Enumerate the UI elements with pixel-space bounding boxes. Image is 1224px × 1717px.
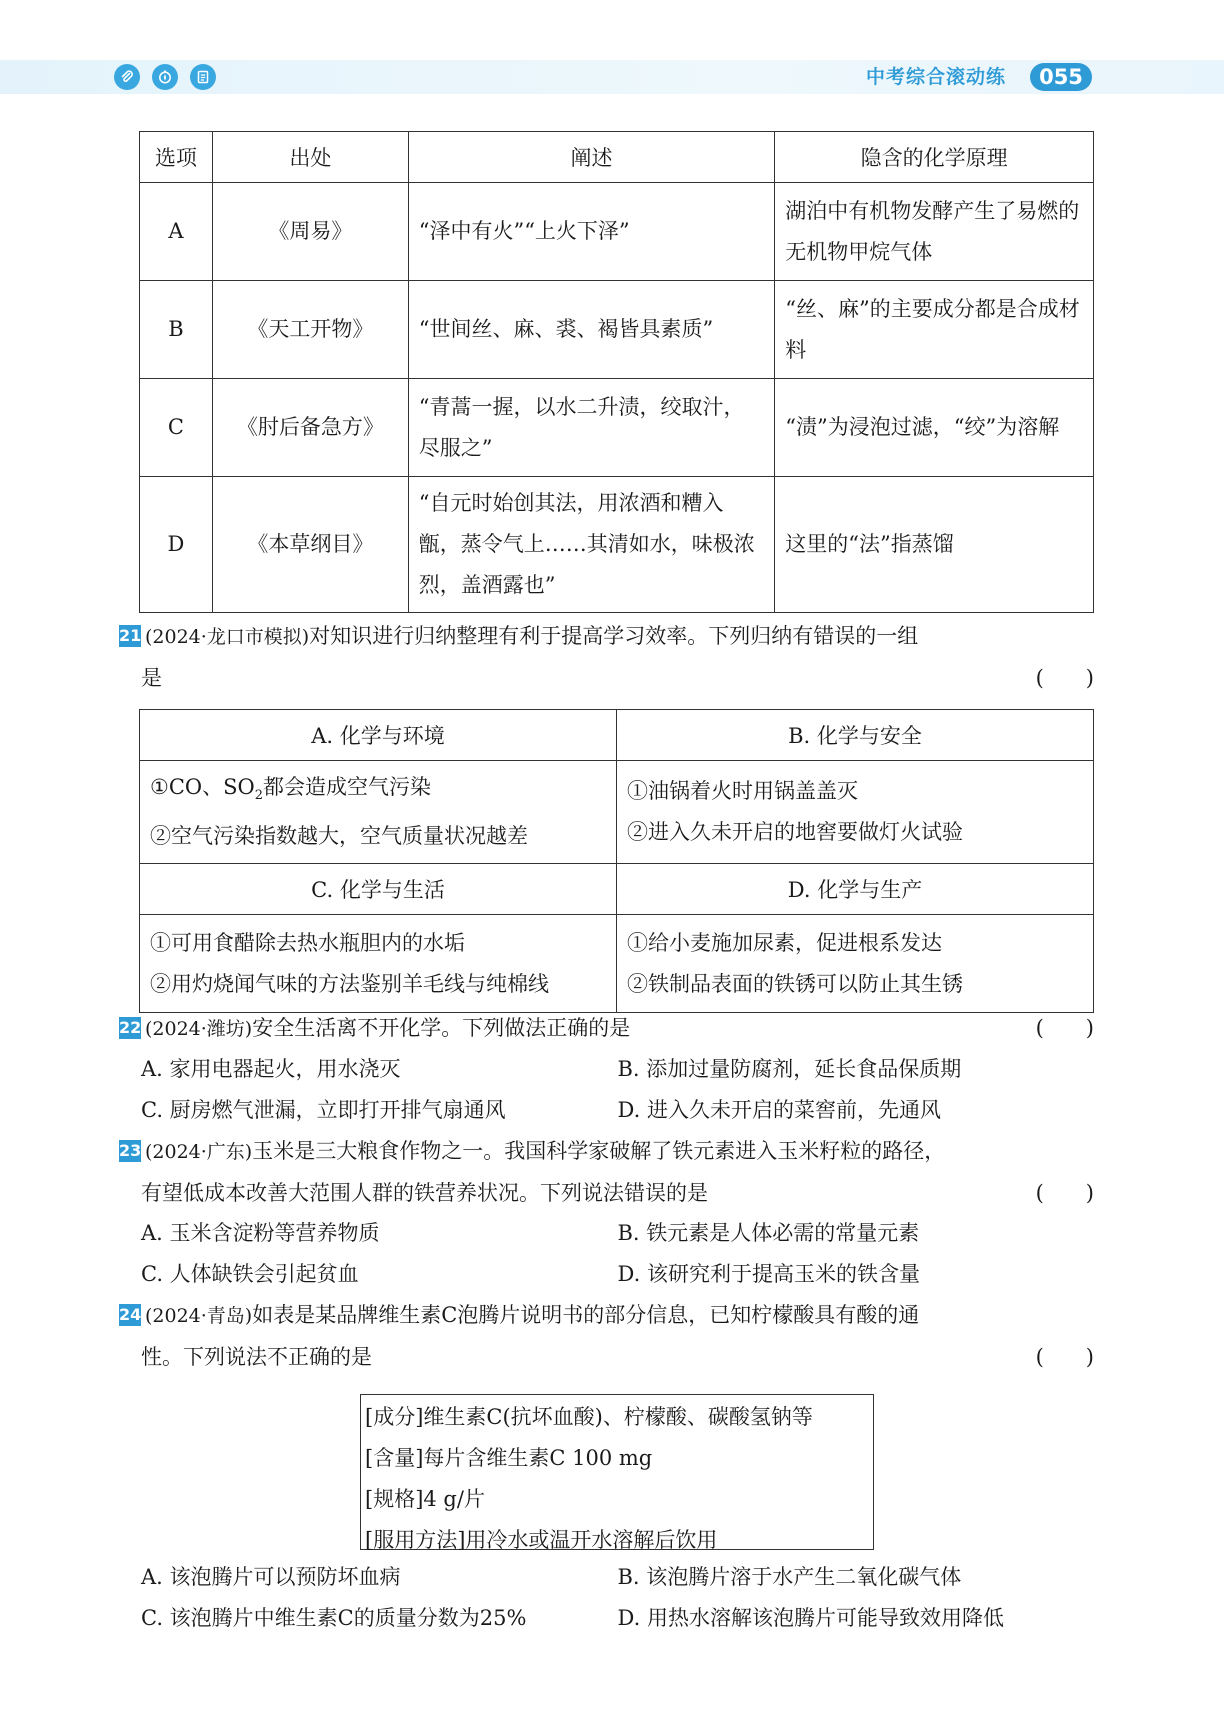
question-24	[119, 1295, 1094, 1378]
header-title: 中考综合滚动练	[866, 66, 1007, 88]
header-principle: 隐含的化学原理	[775, 132, 1094, 183]
question-stem-cont: 有望低成本改善大范围人群的铁营养状况。下列说法错误的是	[141, 1181, 708, 1205]
answer-blank[interactable]: ( )	[1035, 1181, 1094, 1205]
answer-blank[interactable]: ( )	[1035, 666, 1094, 690]
info-line: [成分]维生素C(抗坏血酸)、柠檬酸、碳酸氢钠等	[365, 1405, 813, 1429]
question-stem: 安全生活离不开化学。下列做法正确的是	[252, 1016, 631, 1040]
question-source: (2024·潍坊)	[145, 1018, 253, 1040]
desc-cell: “自元时始创其法，用浓酒和糟入甑，蒸令气上……其清如水，味极浓烈，盖酒露也”	[408, 477, 775, 613]
table-row	[140, 281, 1094, 379]
question-23	[119, 1131, 1094, 1214]
options-24	[141, 1557, 1094, 1639]
source-cell: 《本草纲目》	[212, 477, 408, 613]
option-b[interactable]: B. 该泡腾片溶于水产生二氧化碳气体	[617, 1565, 962, 1589]
question-21	[119, 616, 1094, 699]
group-items: ①可用食醋除去热水瓶胆内的水垢 ②用灼烧闻气味的方法鉴别羊毛线与纯棉线	[140, 915, 617, 1013]
table-header-row	[140, 132, 1094, 183]
question-number: 22	[119, 1018, 142, 1037]
option-a[interactable]: A. 玉米含淀粉等营养物质	[141, 1221, 380, 1245]
option-d[interactable]: D. 该研究利于提高玉米的铁含量	[617, 1262, 920, 1286]
group-title: B. 化学与安全	[617, 710, 1094, 761]
group-items: ①CO、$SO_2$都会造成空气污染 ②空气污染指数越大，空气质量状况越差	[140, 761, 617, 864]
desc-cell: “泽中有火”“上火下泽”	[408, 183, 775, 281]
principle-cell: “丝、麻”的主要成分都是合成材料	[775, 281, 1094, 379]
info-line: [含量]每片含维生素C 100 mg	[365, 1446, 653, 1470]
notebook-icon	[190, 64, 216, 90]
question-22	[119, 1008, 1094, 1050]
option-cell: B	[140, 281, 213, 379]
question-number: 24	[119, 1305, 142, 1324]
option-cell: D	[140, 477, 213, 613]
option-a[interactable]: A. 该泡腾片可以预防坏血病	[141, 1565, 401, 1589]
paperclip-icon	[114, 64, 140, 90]
table-row	[140, 477, 1094, 613]
option-cell: C	[140, 379, 213, 477]
option-b[interactable]: B. 铁元素是人体必需的常量元素	[617, 1221, 920, 1245]
group-title: C. 化学与生活	[140, 864, 617, 915]
group-items: ①给小麦施加尿素，促进根系发达 ②铁制品表面的铁锈可以防止其生锈	[617, 915, 1094, 1013]
question-stem: 对知识进行归纳整理有利于提高学习效率。下列归纳有错误的一组	[309, 624, 919, 648]
option-cell: A	[140, 183, 213, 281]
allusion-table	[139, 131, 1094, 613]
group-title: A. 化学与环境	[140, 710, 617, 761]
table-row	[140, 379, 1094, 477]
vitamin-info-box	[360, 1394, 874, 1550]
options-23	[141, 1213, 1094, 1295]
page-number: 055	[1030, 63, 1092, 91]
desc-cell: “青蒿一握，以水二升渍，绞取汁，尽服之”	[408, 379, 775, 477]
principle-cell: 这里的“法”指蒸馏	[775, 477, 1094, 613]
question-stem-cont: 性。下列说法不正确的是	[141, 1345, 372, 1369]
options-22	[141, 1049, 1094, 1131]
option-d[interactable]: D. 进入久未开启的菜窖前，先通风	[617, 1098, 941, 1122]
header-icons	[114, 64, 216, 90]
option-c[interactable]: C. 该泡腾片中维生素C的质量分数为25%	[141, 1606, 527, 1630]
info-line: [规格]4 g/片	[365, 1487, 485, 1511]
question-stem: 如表是某品牌维生素C泡腾片说明书的部分信息，已知柠檬酸具有酸的通	[252, 1303, 920, 1327]
question-source: (2024·龙口市模拟)	[145, 626, 310, 648]
principle-cell: “渍”为浸泡过滤，“绞”为溶解	[775, 379, 1094, 477]
header-option: 选项	[140, 132, 213, 183]
desc-cell: “世间丝、麻、裘、褐皆具素质”	[408, 281, 775, 379]
table-header-row	[140, 710, 1094, 761]
answer-blank[interactable]: ( )	[1035, 1016, 1094, 1040]
compass-icon	[152, 64, 178, 90]
table-row	[140, 915, 1094, 1013]
option-c[interactable]: C. 厨房燃气泄漏，立即打开排气扇通风	[141, 1098, 506, 1122]
source-cell: 《周易》	[212, 183, 408, 281]
principle-cell: 湖泊中有机物发酵产生了易燃的无机物甲烷气体	[775, 183, 1094, 281]
table-row	[140, 183, 1094, 281]
option-d[interactable]: D. 用热水溶解该泡腾片可能导致效用降低	[617, 1606, 1004, 1630]
option-b[interactable]: B. 添加过量防腐剂，延长食品保质期	[617, 1057, 962, 1081]
question-stem: 玉米是三大粮食作物之一。我国科学家破解了铁元素进入玉米籽粒的路径，	[252, 1139, 946, 1163]
option-c[interactable]: C. 人体缺铁会引起贫血	[141, 1262, 359, 1286]
question-source: (2024·广东)	[145, 1141, 253, 1163]
option-a[interactable]: A. 家用电器起火，用水浇灭	[141, 1057, 401, 1081]
answer-blank[interactable]: ( )	[1035, 1345, 1094, 1369]
question-stem-cont: 是	[141, 666, 162, 690]
source-cell: 《肘后备急方》	[212, 379, 408, 477]
info-line: [服用方法]用冷水或温开水溶解后饮用	[365, 1528, 718, 1552]
group-items: ①油锅着火时用锅盖盖灭 ②进入久未开启的地窖要做灯火试验	[617, 761, 1094, 864]
table-header-row	[140, 864, 1094, 915]
question-number: 21	[119, 626, 142, 645]
summary-table	[139, 709, 1094, 1013]
question-source: (2024·青岛)	[145, 1305, 253, 1327]
header-source: 出处	[212, 132, 408, 183]
group-title: D. 化学与生产	[617, 864, 1094, 915]
question-number: 23	[119, 1141, 142, 1160]
header-desc: 阐述	[408, 132, 775, 183]
source-cell: 《天工开物》	[212, 281, 408, 379]
table-row	[140, 761, 1094, 864]
